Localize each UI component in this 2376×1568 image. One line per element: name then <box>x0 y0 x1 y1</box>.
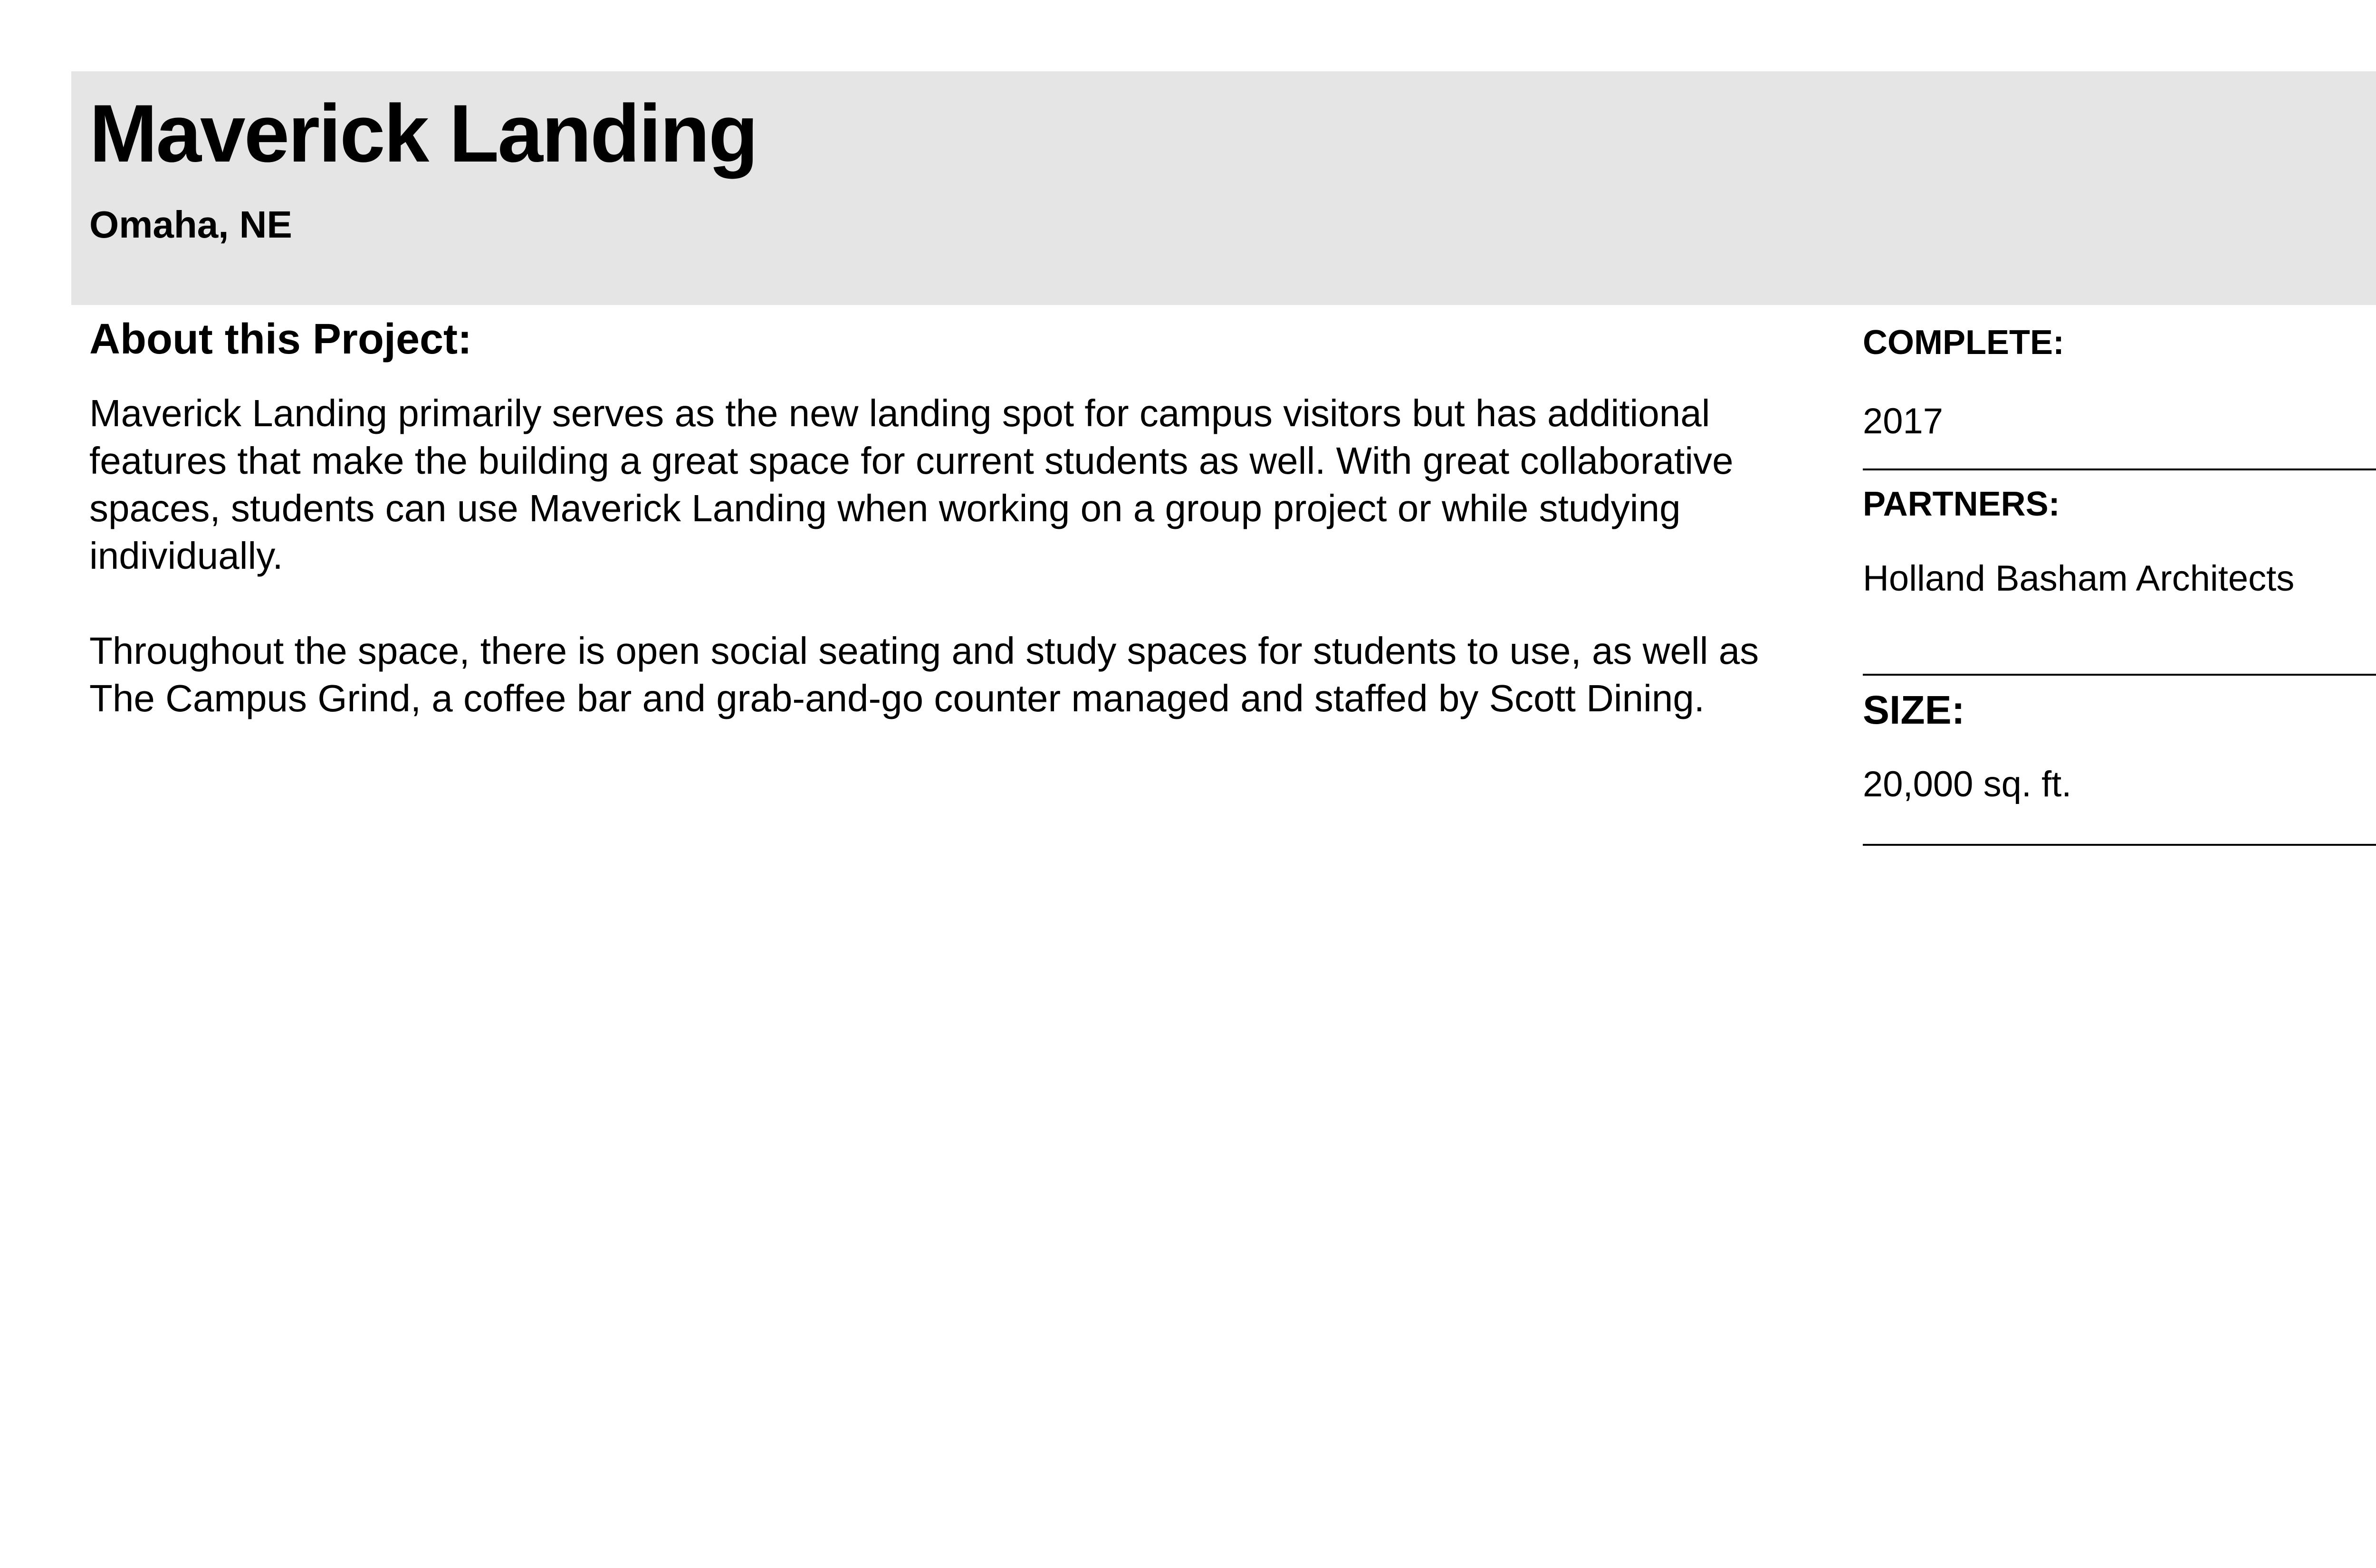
detail-size <box>1863 676 2376 846</box>
partners-label: PARTNERS: <box>1863 485 2060 523</box>
partners-value: Holland Basham Architects <box>1863 558 2295 599</box>
project-header <box>71 71 2376 305</box>
detail-partners <box>1863 470 2376 676</box>
about-section <box>89 314 1800 770</box>
project-details <box>1863 314 2376 846</box>
project-title: Maverick Landing <box>89 88 757 179</box>
complete-value: 2017 <box>1863 401 1944 442</box>
complete-label: COMPLETE: <box>1863 324 2064 362</box>
project-location: Omaha, NE <box>89 203 292 246</box>
about-heading: About this Project: <box>89 316 472 363</box>
size-label: SIZE: <box>1863 688 1965 732</box>
about-paragraph-2: Throughout the space, there is open social seating and study spaces for students to use, as well as The Campus Grind, a coffee bar and grab-and-go counter managed and staffed by Scott Dining. <box>89 630 1759 719</box>
about-paragraph-1: Maverick Landing primarily serves as the new landing spot for campus visitors but has additional features that make the building a great space for current students as well. With great collaborative spaces, students can use Maverick Landing when working on a group project or while studying individually. <box>89 392 1734 577</box>
size-value: 20,000 sq. ft. <box>1863 764 2072 804</box>
detail-complete <box>1863 314 2376 470</box>
